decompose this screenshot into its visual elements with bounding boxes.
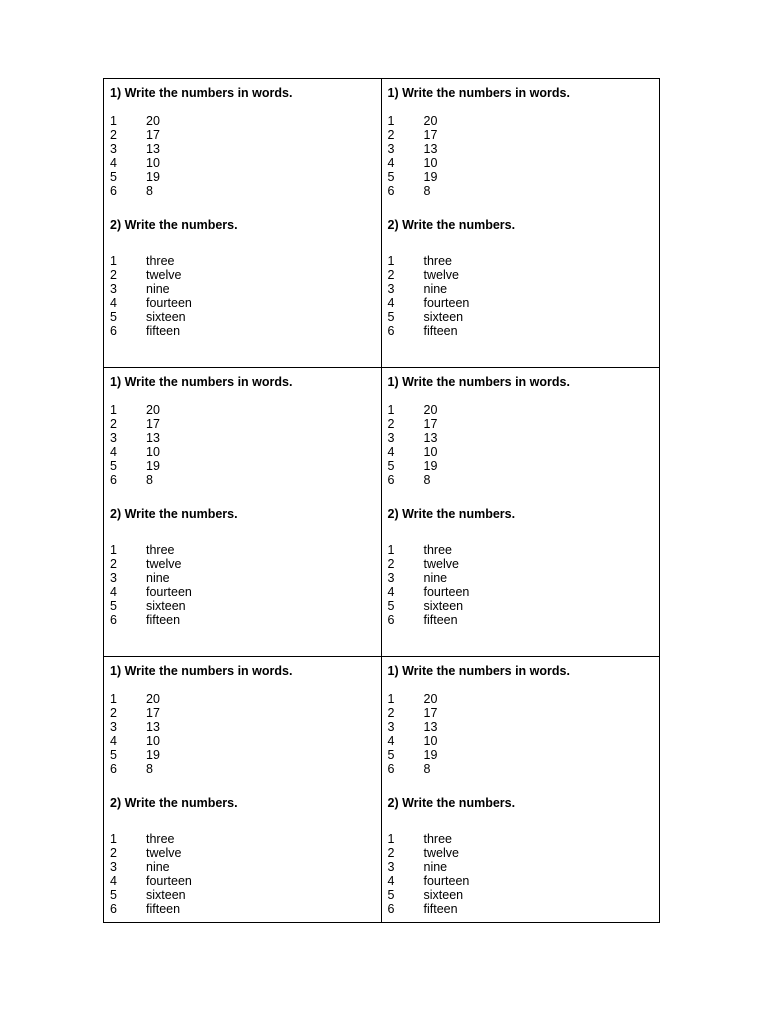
item-value: twelve <box>146 268 182 282</box>
item-number: 1 <box>387 692 395 706</box>
item-number: 4 <box>387 296 395 310</box>
item-number: 5 <box>387 459 395 473</box>
list-item <box>110 860 375 874</box>
item-number: 2 <box>387 557 395 571</box>
item-value: 8 <box>146 184 153 198</box>
item-value: 17 <box>146 706 160 720</box>
item-number: 6 <box>387 184 395 198</box>
item-number: 6 <box>110 324 117 338</box>
list-item <box>388 156 654 170</box>
item-number: 2 <box>110 417 117 431</box>
item-number: 4 <box>110 296 117 310</box>
list-item <box>388 762 654 776</box>
list-item <box>110 571 375 585</box>
item-number: 3 <box>110 571 117 585</box>
item-value: 10 <box>423 734 438 748</box>
list-item <box>110 459 375 473</box>
item-number: 1 <box>110 692 117 706</box>
item-number: 2 <box>387 128 395 142</box>
item-value: 17 <box>146 417 160 431</box>
item-value: twelve <box>423 846 459 860</box>
list-item <box>110 445 375 459</box>
item-value: nine <box>146 571 170 585</box>
list-item <box>388 473 654 487</box>
list-item <box>110 762 375 776</box>
list-item <box>110 142 375 156</box>
item-number: 3 <box>387 860 395 874</box>
item-number: 3 <box>110 282 117 296</box>
list-item <box>388 846 654 860</box>
item-number: 4 <box>110 445 117 459</box>
item-value: nine <box>423 571 448 585</box>
section-1-heading: 1) Write the numbers in words. <box>387 86 570 100</box>
list-item <box>388 445 654 459</box>
list-item <box>388 324 654 338</box>
item-value: 19 <box>423 170 438 184</box>
item-value: fifteen <box>423 324 458 338</box>
list-item <box>388 599 654 613</box>
list-item <box>110 324 375 338</box>
item-number: 1 <box>110 114 117 128</box>
item-value: sixteen <box>423 599 464 613</box>
item-value: 13 <box>423 142 438 156</box>
item-value: 13 <box>423 431 438 445</box>
item-value: three <box>423 543 452 557</box>
list-item <box>388 557 654 571</box>
item-value: 13 <box>146 431 160 445</box>
item-value: twelve <box>146 846 182 860</box>
item-number: 6 <box>110 902 117 916</box>
section-1-heading: 1) Write the numbers in words. <box>110 86 293 100</box>
item-value: 10 <box>146 445 160 459</box>
item-number: 3 <box>387 720 395 734</box>
list-item <box>388 585 654 599</box>
item-value: 17 <box>423 417 438 431</box>
item-value: fourteen <box>423 296 470 310</box>
numbers-list <box>110 403 375 487</box>
item-value: 8 <box>423 184 431 198</box>
item-number: 3 <box>387 142 395 156</box>
list-item <box>388 114 654 128</box>
list-item <box>110 557 375 571</box>
numbers-list <box>388 403 654 487</box>
list-item <box>110 874 375 888</box>
list-item <box>110 296 375 310</box>
item-number: 4 <box>110 874 117 888</box>
item-value: three <box>423 254 452 268</box>
item-value: 17 <box>423 706 438 720</box>
item-value: nine <box>423 860 448 874</box>
worksheet-card <box>382 79 660 368</box>
worksheet-card <box>382 368 660 657</box>
item-number: 1 <box>387 254 395 268</box>
item-value: nine <box>146 860 170 874</box>
list-item <box>388 296 654 310</box>
list-item <box>110 902 375 916</box>
worksheet-card <box>104 368 382 657</box>
numbers-list <box>388 692 654 776</box>
item-value: 10 <box>423 445 438 459</box>
list-item <box>110 706 375 720</box>
item-number: 6 <box>387 613 395 627</box>
item-number: 5 <box>110 888 117 902</box>
words-list <box>388 543 654 627</box>
section-2-heading: 2) Write the numbers. <box>387 796 516 810</box>
numbers-list <box>388 114 654 198</box>
item-number: 2 <box>110 846 117 860</box>
numbers-list <box>110 692 375 776</box>
item-value: 10 <box>146 156 160 170</box>
item-number: 5 <box>387 170 395 184</box>
list-item <box>388 748 654 762</box>
item-number: 1 <box>110 403 117 417</box>
item-number: 2 <box>110 128 117 142</box>
item-value: three <box>146 832 175 846</box>
item-value: 19 <box>423 459 438 473</box>
item-value: fifteen <box>423 902 458 916</box>
list-item <box>110 613 375 627</box>
list-item <box>388 734 654 748</box>
list-item <box>110 832 375 846</box>
item-number: 4 <box>387 734 395 748</box>
item-number: 6 <box>110 184 117 198</box>
list-item <box>110 748 375 762</box>
list-item <box>110 846 375 860</box>
list-item <box>388 459 654 473</box>
item-number: 3 <box>110 431 117 445</box>
item-value: 20 <box>146 692 160 706</box>
item-value: 19 <box>146 459 160 473</box>
item-value: 20 <box>146 114 160 128</box>
list-item <box>388 902 654 916</box>
item-number: 5 <box>387 888 395 902</box>
item-value: fifteen <box>423 613 458 627</box>
item-value: 20 <box>423 403 438 417</box>
list-item <box>388 720 654 734</box>
section-1-heading: 1) Write the numbers in words. <box>110 375 293 389</box>
list-item <box>388 268 654 282</box>
item-value: fourteen <box>423 874 470 888</box>
item-value: three <box>423 832 452 846</box>
item-value: sixteen <box>423 888 464 902</box>
item-number: 5 <box>387 748 395 762</box>
worksheet-card <box>382 657 660 922</box>
list-item <box>110 156 375 170</box>
item-value: sixteen <box>146 310 186 324</box>
list-item <box>110 114 375 128</box>
list-item <box>110 720 375 734</box>
item-value: three <box>146 543 175 557</box>
item-value: sixteen <box>146 599 186 613</box>
item-number: 5 <box>110 459 117 473</box>
list-item <box>388 888 654 902</box>
item-value: twelve <box>423 557 459 571</box>
item-number: 3 <box>110 142 117 156</box>
section-2-heading: 2) Write the numbers. <box>387 218 516 232</box>
section-1-heading: 1) Write the numbers in words. <box>387 375 570 389</box>
words-list <box>110 254 375 338</box>
item-number: 3 <box>110 720 117 734</box>
list-item <box>388 403 654 417</box>
list-item <box>388 142 654 156</box>
item-number: 2 <box>387 417 395 431</box>
list-item <box>110 184 375 198</box>
worksheet-card <box>104 657 382 922</box>
worksheet-grid <box>103 78 660 923</box>
item-number: 1 <box>387 114 395 128</box>
item-number: 2 <box>110 268 117 282</box>
item-value: 17 <box>423 128 438 142</box>
item-value: 8 <box>423 473 431 487</box>
item-number: 6 <box>387 324 395 338</box>
list-item <box>110 692 375 706</box>
section-2-heading: 2) Write the numbers. <box>110 507 238 521</box>
list-item <box>110 888 375 902</box>
item-value: 8 <box>146 473 153 487</box>
item-value: 8 <box>146 762 153 776</box>
list-item <box>110 403 375 417</box>
item-number: 1 <box>387 543 395 557</box>
list-item <box>388 692 654 706</box>
item-number: 4 <box>387 445 395 459</box>
list-item <box>110 254 375 268</box>
list-item <box>388 184 654 198</box>
item-number: 4 <box>387 874 395 888</box>
item-value: 19 <box>423 748 438 762</box>
list-item <box>110 170 375 184</box>
list-item <box>388 706 654 720</box>
item-value: fifteen <box>146 324 181 338</box>
item-number: 1 <box>110 254 117 268</box>
words-list <box>110 543 375 627</box>
item-number: 6 <box>110 613 117 627</box>
item-value: 20 <box>423 114 438 128</box>
item-value: twelve <box>146 557 182 571</box>
list-item <box>388 613 654 627</box>
item-number: 4 <box>110 585 117 599</box>
item-value: sixteen <box>146 888 186 902</box>
item-number: 2 <box>387 846 395 860</box>
list-item <box>388 874 654 888</box>
words-list <box>388 832 654 916</box>
item-value: fourteen <box>423 585 470 599</box>
list-item <box>110 543 375 557</box>
list-item <box>388 832 654 846</box>
item-number: 2 <box>387 706 395 720</box>
item-number: 5 <box>110 748 117 762</box>
item-value: 19 <box>146 170 160 184</box>
list-item <box>388 310 654 324</box>
list-item <box>110 310 375 324</box>
item-number: 5 <box>110 599 117 613</box>
list-item <box>110 431 375 445</box>
item-value: three <box>146 254 175 268</box>
list-item <box>110 417 375 431</box>
list-item <box>388 417 654 431</box>
item-value: 10 <box>146 734 160 748</box>
item-value: 17 <box>146 128 160 142</box>
list-item <box>110 473 375 487</box>
item-number: 3 <box>387 431 395 445</box>
list-item <box>388 543 654 557</box>
list-item <box>110 734 375 748</box>
section-2-heading: 2) Write the numbers. <box>110 218 238 232</box>
item-number: 1 <box>387 832 395 846</box>
section-2-heading: 2) Write the numbers. <box>110 796 238 810</box>
section-2-heading: 2) Write the numbers. <box>387 507 516 521</box>
list-item <box>110 268 375 282</box>
item-number: 1 <box>110 543 117 557</box>
item-number: 6 <box>110 473 117 487</box>
list-item <box>388 128 654 142</box>
item-value: 20 <box>146 403 160 417</box>
item-number: 5 <box>110 310 117 324</box>
item-number: 1 <box>387 403 395 417</box>
list-item <box>388 254 654 268</box>
section-1-heading: 1) Write the numbers in words. <box>387 664 570 678</box>
item-number: 4 <box>110 156 117 170</box>
item-value: fourteen <box>146 296 192 310</box>
item-value: fourteen <box>146 585 192 599</box>
item-value: fourteen <box>146 874 192 888</box>
item-number: 2 <box>110 557 117 571</box>
item-number: 3 <box>387 571 395 585</box>
item-value: fifteen <box>146 613 181 627</box>
list-item <box>388 282 654 296</box>
item-number: 6 <box>110 762 117 776</box>
item-value: fifteen <box>146 902 181 916</box>
list-item <box>110 585 375 599</box>
item-number: 4 <box>110 734 117 748</box>
item-number: 5 <box>387 599 395 613</box>
item-value: 10 <box>423 156 438 170</box>
item-number: 4 <box>387 585 395 599</box>
list-item <box>110 599 375 613</box>
item-number: 4 <box>387 156 395 170</box>
item-value: 13 <box>146 720 160 734</box>
words-list <box>110 832 375 916</box>
item-value: twelve <box>423 268 459 282</box>
list-item <box>110 282 375 296</box>
list-item <box>110 128 375 142</box>
worksheet-card <box>104 79 382 368</box>
item-number: 3 <box>387 282 395 296</box>
item-value: nine <box>146 282 170 296</box>
item-value: sixteen <box>423 310 464 324</box>
item-value: 20 <box>423 692 438 706</box>
section-1-heading: 1) Write the numbers in words. <box>110 664 293 678</box>
item-number: 5 <box>110 170 117 184</box>
list-item <box>388 860 654 874</box>
words-list <box>388 254 654 338</box>
item-number: 1 <box>110 832 117 846</box>
item-number: 3 <box>110 860 117 874</box>
item-value: 13 <box>146 142 160 156</box>
item-value: 8 <box>423 762 431 776</box>
item-value: 13 <box>423 720 438 734</box>
numbers-list <box>110 114 375 198</box>
list-item <box>388 571 654 585</box>
item-number: 5 <box>387 310 395 324</box>
item-value: 19 <box>146 748 160 762</box>
list-item <box>388 431 654 445</box>
item-number: 2 <box>110 706 117 720</box>
item-number: 2 <box>387 268 395 282</box>
item-number: 6 <box>387 473 395 487</box>
item-number: 6 <box>387 902 395 916</box>
item-number: 6 <box>387 762 395 776</box>
list-item <box>388 170 654 184</box>
item-value: nine <box>423 282 448 296</box>
